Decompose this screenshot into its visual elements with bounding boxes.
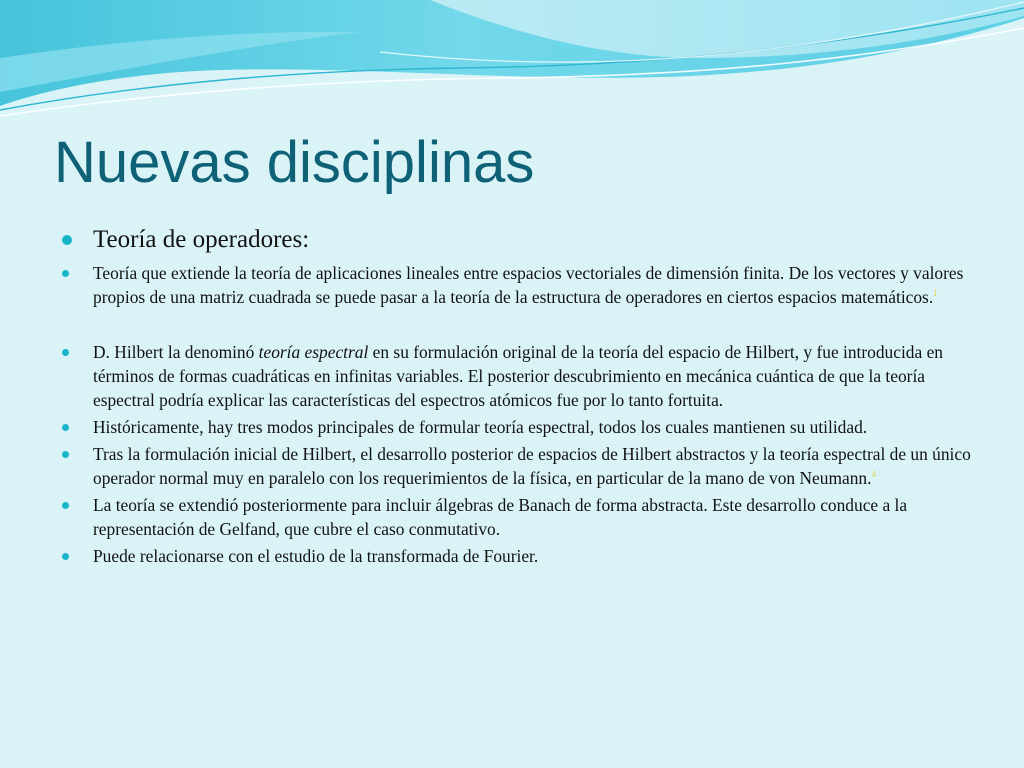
slide-title: Nuevas disciplinas bbox=[54, 130, 535, 195]
bullet-dot-icon bbox=[62, 235, 72, 245]
reference-link[interactable]: 4 bbox=[871, 469, 876, 480]
bullet-text: Históricamente, hay tres modos principales de formular teoría espectral, todos los cuales mantienen su utilidad. bbox=[93, 417, 868, 437]
bullet-dot-icon bbox=[62, 451, 69, 458]
list-item bbox=[58, 544, 978, 568]
bullet-text-after: en su formulación original de la teoría del espacio de Hilbert, y fue introducida en términos de formas cuadráticas en infinitas variables. El posterior descubrimiento en mecánica cuántica de que la teoría espectral podría explicar las características del espectros atómicos fue por lo tanto fortuita. bbox=[93, 342, 943, 410]
bullet-dot-icon bbox=[62, 424, 69, 431]
list-item bbox=[58, 261, 978, 309]
list-item bbox=[58, 442, 978, 490]
list-item bbox=[58, 493, 978, 541]
bullet-list bbox=[58, 222, 978, 568]
bullet-text: Tras la formulación inicial de Hilbert, el desarrollo posterior de espacios de Hilbert abstractos y la teoría espectral de un único operador normal muy en paralelo con los requerimientos de la física, en particular de la mano de von Neumann. bbox=[93, 444, 971, 488]
reference-link[interactable]: 1 bbox=[933, 288, 938, 299]
header-wave-decoration bbox=[0, 0, 1024, 120]
bullet-dot-icon bbox=[62, 502, 69, 509]
bullet-text: Puede relacionarse con el estudio de la transformada de Fourier. bbox=[93, 546, 539, 566]
list-item-heading bbox=[58, 222, 978, 258]
bullet-dot-icon bbox=[62, 349, 69, 356]
list-item bbox=[58, 415, 978, 439]
emphasized-term: teoría espectral bbox=[258, 342, 369, 362]
bullet-text: La teoría se extendió posteriormente para incluir álgebras de Banach de forma abstracta. Este desarrollo conduce a la representación de Gelfand, que cubre el caso conmutativo. bbox=[93, 495, 908, 539]
bullet-dot-icon bbox=[62, 270, 69, 277]
bullet-dot-icon bbox=[62, 553, 69, 560]
bullet-text: Teoría que extiende la teoría de aplicaciones lineales entre espacios vectoriales de dimensión finita. De los vectores y valores propios de una matriz cuadrada se puede pasar a la teoría de la estructura de operadores en ciertos espacios matemáticos. bbox=[93, 263, 964, 307]
bullet-text: Teoría de operadores: bbox=[93, 226, 310, 253]
bullet-text-before: D. Hilbert la denominó bbox=[93, 342, 259, 362]
list-item bbox=[58, 340, 978, 412]
